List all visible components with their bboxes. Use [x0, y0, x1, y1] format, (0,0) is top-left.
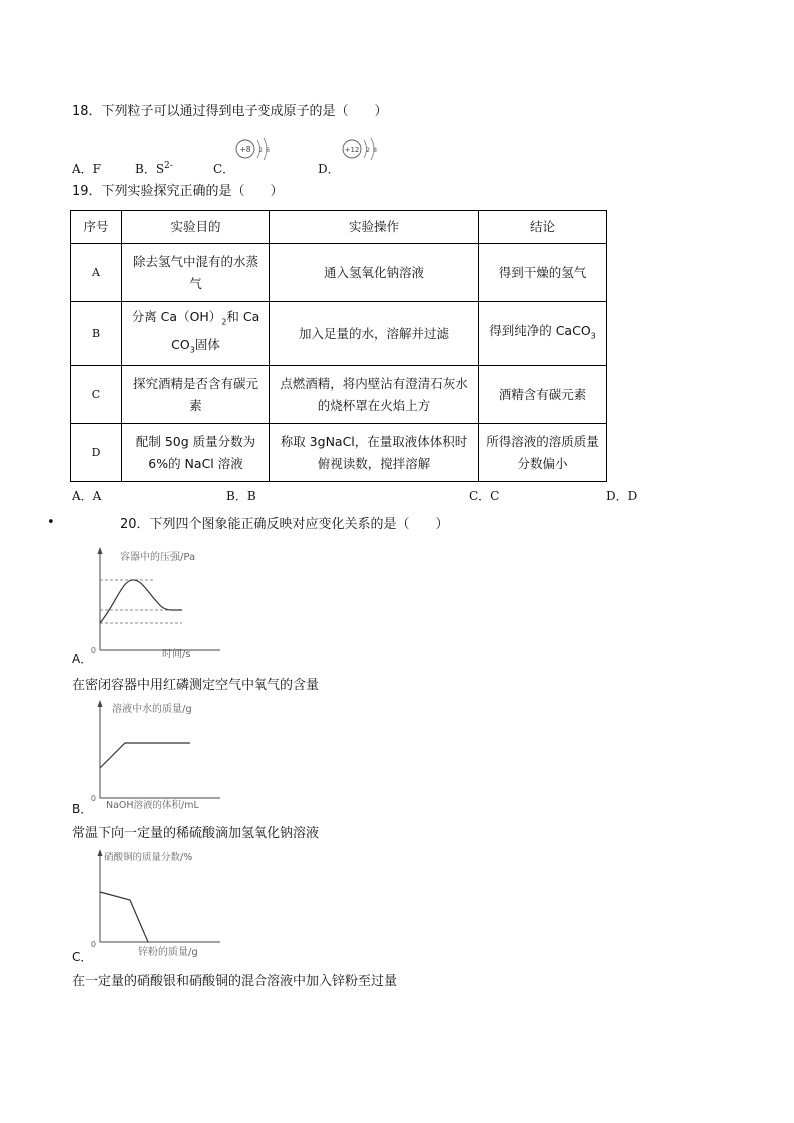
row-b-purpose-sub2: 3 — [189, 345, 195, 354]
row-a-id: A — [71, 244, 122, 302]
header-operation: 实验操作 — [270, 211, 479, 244]
table-row — [71, 366, 607, 424]
row-d-operation: 称取 3gNaCl，在量取液体体积时俯视读数，搅拌溶解 — [270, 424, 479, 482]
atom-c-shell-2: 6 — [265, 146, 271, 154]
graph-a — [90, 545, 230, 660]
graph-c-ylabel: 硝酸铜的质量分数/% — [104, 852, 193, 863]
q18-option-b-text: B．S — [135, 162, 165, 176]
q19-option-a: A．A — [72, 489, 102, 503]
graph-b — [90, 698, 230, 810]
q19-option-c: C．C — [469, 489, 500, 503]
atom-d-shell-2: 8 — [372, 146, 378, 154]
row-d-conclusion: 所得溶液的溶质质量分数偏小 — [479, 424, 607, 482]
table-row — [71, 244, 607, 302]
graph-b-ylabel: 溶液中水的质量/g — [112, 704, 192, 715]
q20-stem: 20．下列四个图象能正确反映对应变化关系的是（ ） — [120, 517, 449, 532]
q19-experiment-table — [70, 210, 607, 482]
row-a-operation: 通入氢氧化钠溶液 — [270, 244, 479, 302]
q18-stem: 18．下列粒子可以通过得到电子变成原子的是（ ） — [72, 104, 388, 119]
y-axis-arrow — [98, 849, 103, 856]
q19-option-b: B．B — [226, 489, 256, 503]
graph-b-xlabel: NaOH溶液的体积/mL — [106, 800, 199, 810]
q18-atom-diagram-d — [341, 136, 385, 166]
row-b-conclusion-text: 得到纯净的 CaCO — [489, 322, 591, 338]
row-b-purpose-sub1: 2 — [221, 317, 227, 327]
q19-stem: 19．下列实验探究正确的是（ ） — [72, 184, 284, 199]
row-b-purpose-part3: CO — [171, 336, 190, 352]
row-c-id: C — [71, 366, 122, 424]
q18-option-d: D． — [318, 162, 340, 176]
table-row — [71, 302, 607, 366]
row-a-conclusion: 得到干燥的氢气 — [479, 244, 607, 302]
y-axis-arrow — [98, 547, 103, 554]
row-b-conclusion-sub: 3 — [590, 331, 596, 341]
graph-a-ylabel: 容器中的压强/Pa — [120, 552, 196, 563]
q18-option-b — [135, 160, 173, 177]
graph-c-caption: 在一定量的硝酸银和硝酸铜的混合溶液中加入锌粉至过量 — [72, 974, 398, 989]
graph-c-label: C． — [72, 950, 93, 964]
row-a-purpose: 除去氢气中混有的水蒸气 — [122, 244, 270, 302]
row-b-purpose-part1: 分离 Ca（OH） — [131, 309, 222, 324]
row-d-purpose: 配制 50g 质量分数为 6%的 NaCl 溶液 — [122, 424, 270, 482]
row-c-operation: 点燃酒精，将内壁沾有澄清石灰水的烧杯罩在火焰上方 — [270, 366, 479, 424]
graph-b-label: B． — [72, 802, 93, 816]
row-d-id: D — [71, 424, 122, 482]
y-axis-arrow — [98, 700, 103, 707]
q18-atom-diagram-c — [234, 136, 278, 166]
row-b-purpose-part4: 固体 — [194, 336, 220, 352]
row-b-purpose — [122, 302, 270, 366]
atom-c-nucleus: +8 — [239, 145, 251, 154]
list-bullet: • — [47, 515, 55, 530]
atom-d-nucleus: +12 — [344, 146, 360, 154]
graph-c-origin: 0 — [90, 940, 96, 949]
graph-a-label: A． — [72, 652, 93, 666]
table-row — [71, 424, 607, 482]
atom-c-shell-1: 2 — [258, 146, 264, 154]
graph-a-xlabel: 时间/s — [162, 649, 191, 660]
row-c-purpose: 探究酒精是否含有碳元素 — [122, 366, 270, 424]
copper-nitrate-line — [100, 892, 148, 942]
table-header-row — [71, 211, 607, 244]
header-id: 序号 — [71, 211, 122, 244]
header-purpose: 实验目的 — [122, 211, 270, 244]
row-b-operation: 加入足量的水，溶解并过滤 — [270, 302, 479, 366]
header-conclusion: 结论 — [479, 211, 607, 244]
row-b-conclusion — [479, 302, 607, 366]
atom-d-shell-1: 2 — [365, 146, 371, 154]
graph-a-caption: 在密闭容器中用红磷测定空气中氧气的含量 — [72, 678, 320, 693]
q19-option-d: D．D — [606, 489, 638, 503]
graph-b-caption: 常温下向一定量的稀硫酸滴加氢氧化钠溶液 — [72, 826, 320, 841]
water-mass-line — [100, 743, 190, 768]
graph-b-origin: 0 — [90, 794, 96, 803]
graph-a-origin: 0 — [90, 646, 96, 655]
graph-c-xlabel: 锌粉的质量/g — [138, 947, 198, 958]
q18-option-b-charge: 2- — [164, 161, 173, 171]
row-b-id: B — [71, 302, 122, 366]
row-c-conclusion: 酒精含有碳元素 — [479, 366, 607, 424]
pressure-curve — [100, 580, 182, 623]
graph-c — [90, 847, 230, 959]
row-b-purpose-part2: 和 Ca — [226, 309, 260, 324]
q18-option-c: C． — [213, 162, 235, 176]
q18-option-a: A．F — [72, 162, 101, 176]
